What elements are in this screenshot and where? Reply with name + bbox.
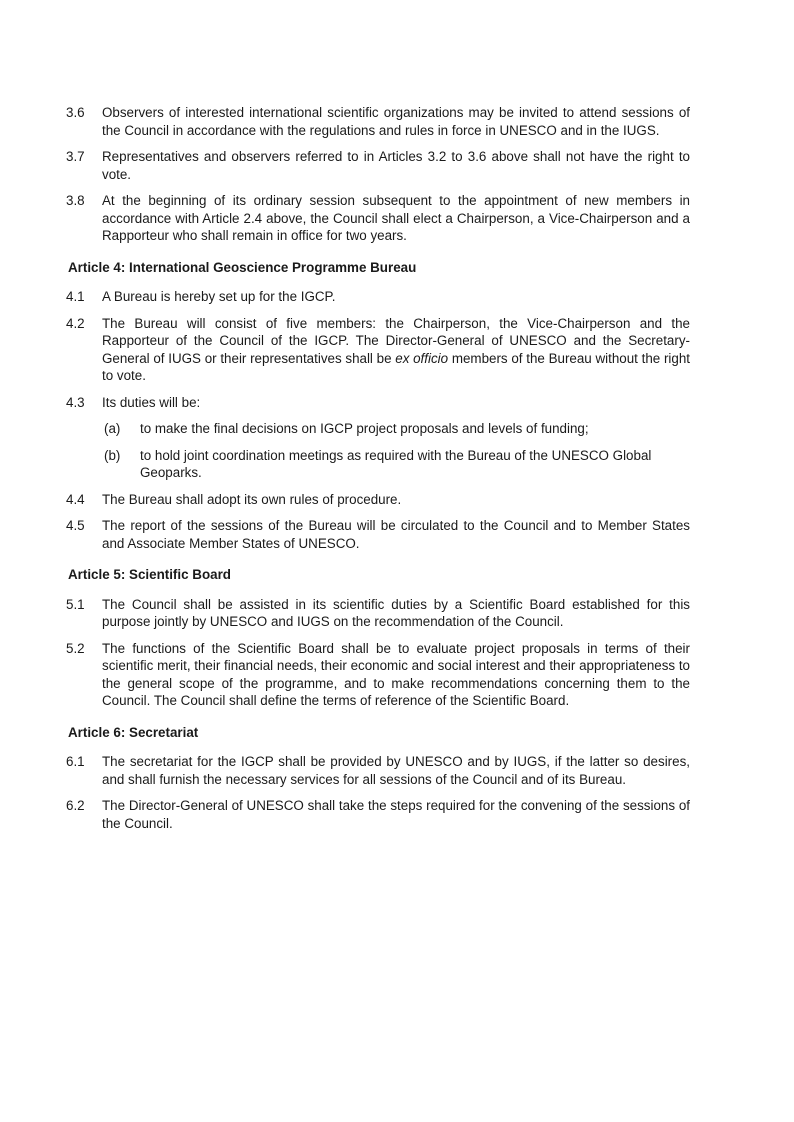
paragraph-number: 4.1 xyxy=(66,289,85,304)
ex-officio-italic: ex officio xyxy=(395,350,449,366)
paragraph-text: At the beginning of its ordinary session subsequent to the appointment of new members in accordance with Article 2.4 above, the Council shall elect a Chairperson, a Vice-Chairperson and a Rapporteur who shall remain in office for two years. xyxy=(102,193,690,243)
paragraph-text: The Council shall be assisted in its scientific duties by a Scientific Board established for this purpose jointly by UNESCO and IUGS on the recommendation of the Council. xyxy=(102,596,690,629)
paragraph-text: The report of the sessions of the Bureau will be circulated to the Council and to Member States and Associate Member States of UNESCO. xyxy=(102,518,690,551)
paragraph-number: 6.1 xyxy=(66,754,85,769)
paragraph-3-7 xyxy=(66,148,690,183)
paragraph-text xyxy=(102,315,690,385)
paragraph-number: 4.3 xyxy=(66,394,85,410)
paragraph-number: 6.2 xyxy=(66,798,85,813)
paragraph-5-1 xyxy=(66,596,690,631)
paragraph-number: 4.2 xyxy=(66,315,85,331)
sub-item-4-3-b xyxy=(104,447,690,482)
paragraph-text: The secretariat for the IGCP shall be provided by UNESCO and by IUGS, if the latter so desires, and shall furnish the necessary services for all sessions of the Council and of its Bureau. xyxy=(102,754,690,787)
paragraph-number: 5.2 xyxy=(66,640,85,656)
article-5-heading: Article 5: Scientific Board xyxy=(68,567,231,582)
paragraph-number: 5.1 xyxy=(66,596,85,612)
paragraph-number: 3.8 xyxy=(66,193,85,208)
paragraph-text: Observers of interested international scientific organizations may be invited to attend sessions of the Council in accordance with the regulations and rules in force in UNESCO and in the IUGS. xyxy=(102,105,690,138)
paragraph-text: Its duties will be: xyxy=(102,394,201,410)
paragraph-3-8 xyxy=(66,192,690,245)
paragraph-4-4 xyxy=(66,491,690,509)
article-4-heading: Article 4: International Geoscience Programme Bureau xyxy=(68,259,417,275)
sub-item-text: to make the final decisions on IGCP project proposals and levels of funding; xyxy=(140,421,589,436)
paragraph-text-end: members of the Bureau without the right to vote. xyxy=(102,350,690,383)
paragraph-text: Representatives and observers referred to in Articles 3.2 to 3.6 above shall not have the right to vote. xyxy=(102,149,690,182)
paragraph-text: The Director-General of UNESCO shall take the steps required for the convening of the sessions of the Council. xyxy=(102,798,690,831)
paragraph-text-start: The Bureau will consist of five members: the Chairperson, the Vice-Chairperson and the Rapporteur of the Council of the IGCP. The Director-General of UNESCO and the Secretary-General of IUGS or their representatives shall be xyxy=(102,315,690,366)
sub-item-letter: (a) xyxy=(104,421,121,436)
sub-item-4-3-a xyxy=(104,420,690,438)
article-6-heading: Article 6: Secretariat xyxy=(68,724,199,740)
paragraph-text: The functions of the Scientific Board shall be to evaluate project proposals in terms of their scientific merit, their financial needs, their economic and social interest and their appropriateness to the general scope of the programme, and to make recommendations concerning them to the Council. The Council shall define the terms of reference of the Scientific Board. xyxy=(102,640,691,708)
paragraph-6-1 xyxy=(66,753,690,788)
paragraph-4-1 xyxy=(66,288,690,306)
paragraph-4-3 xyxy=(66,394,690,412)
paragraph-4-2 xyxy=(66,315,690,385)
document-body xyxy=(66,104,690,841)
paragraph-5-2 xyxy=(66,640,690,710)
paragraph-number: 4.5 xyxy=(66,518,85,533)
paragraph-number: 3.7 xyxy=(66,149,85,164)
paragraph-number: 3.6 xyxy=(66,105,85,120)
sub-item-letter: (b) xyxy=(104,447,121,463)
sub-item-text: to hold joint coordination meetings as required with the Bureau of the UNESCO Global Geoparks. xyxy=(140,447,652,480)
paragraph-6-2 xyxy=(66,797,690,832)
paragraph-text: A Bureau is hereby set up for the IGCP. xyxy=(102,289,336,304)
paragraph-text: The Bureau shall adopt its own rules of procedure. xyxy=(102,491,402,507)
paragraph-3-6 xyxy=(66,104,690,139)
paragraph-number: 4.4 xyxy=(66,491,85,507)
paragraph-4-5 xyxy=(66,517,690,552)
